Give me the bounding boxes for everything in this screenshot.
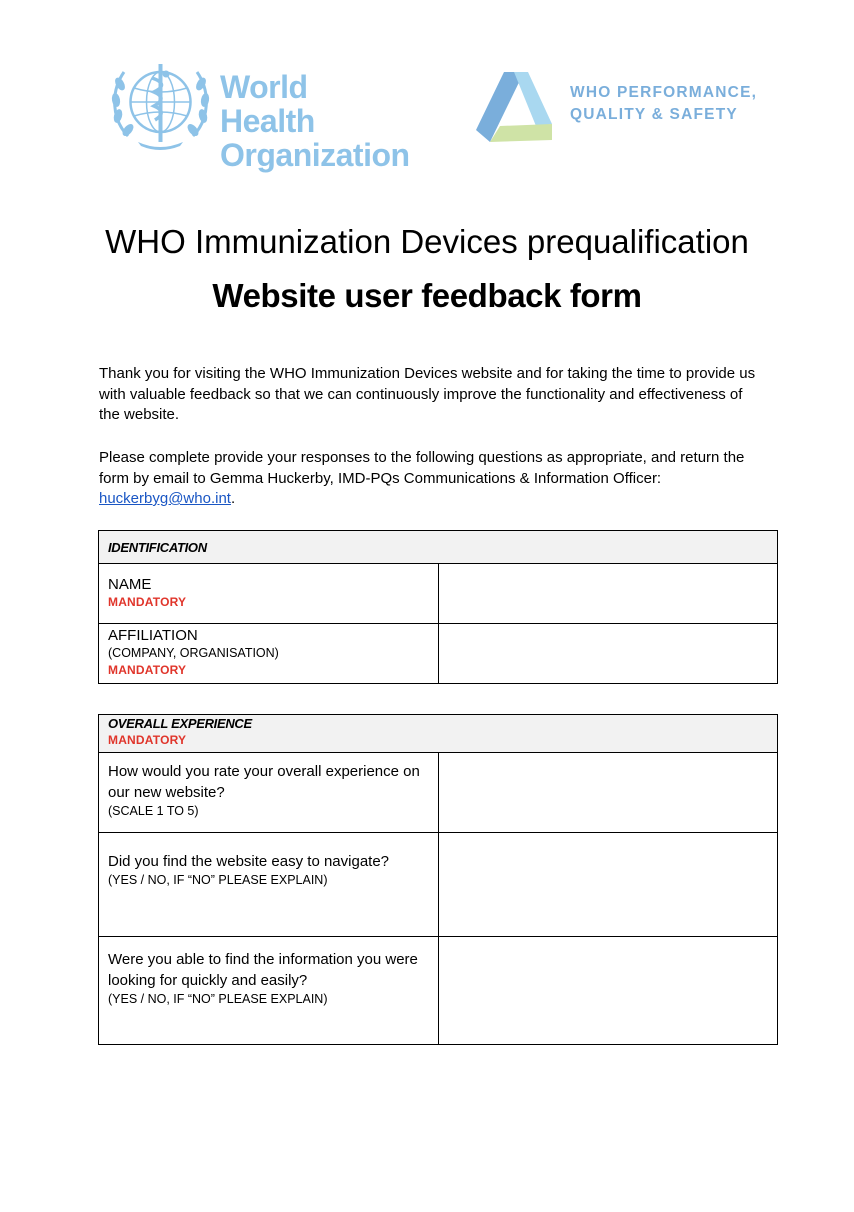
pqs-wordmark	[570, 82, 757, 126]
who-logo	[108, 54, 410, 173]
name-mandatory-tag: MANDATORY	[108, 595, 187, 609]
who-wordmark	[220, 70, 410, 172]
navigation-question-cell	[99, 833, 439, 937]
pqs-triangle-icon	[474, 70, 554, 142]
navigation-answer-cell[interactable]	[438, 833, 778, 937]
overall-heading-text: OVERALL EXPERIENCE	[108, 716, 252, 731]
affiliation-mandatory-tag: MANDATORY	[108, 663, 187, 677]
who-wordmark-line1: World Health	[220, 69, 315, 139]
affiliation-input-cell[interactable]	[438, 624, 778, 684]
identification-table	[98, 530, 778, 684]
form-title: Website user feedback form	[212, 277, 642, 314]
pqs-logo	[474, 70, 774, 145]
findability-question-cell	[99, 937, 439, 1045]
rating-answer-cell[interactable]	[438, 753, 778, 833]
intro-paragraph: Thank you for visiting the WHO Immunization Devices website and for taking the time to provide us with valuable feedback so that we can continuously improve the functionality and effectiveness of the website.	[99, 365, 756, 423]
navigation-question: Did you find the website easy to navigate?	[108, 853, 390, 870]
findability-answer-cell[interactable]	[438, 937, 778, 1045]
overall-experience-table	[98, 714, 778, 1045]
affiliation-label-cell	[99, 624, 439, 684]
findability-hint: (YES / NO, IF “NO” PLEASE EXPLAIN)	[108, 992, 328, 1006]
pqs-wordmark-line1: WHO PERFORMANCE,	[570, 84, 758, 101]
email-link[interactable]: huckerbyg@who.int	[99, 490, 231, 507]
name-label-cell	[99, 564, 439, 624]
identification-heading-text: IDENTIFICATION	[108, 539, 207, 555]
rating-hint: (SCALE 1 TO 5)	[108, 804, 199, 818]
affiliation-hint: (COMPANY, ORGANISATION)	[108, 646, 279, 660]
name-label: NAME	[108, 576, 152, 593]
name-input-cell[interactable]	[438, 564, 778, 624]
findability-question: Were you able to find the information you were looking for quickly and easily?	[108, 951, 418, 989]
who-emblem-icon	[108, 58, 213, 150]
overall-mandatory-tag: MANDATORY	[108, 733, 187, 747]
instructions-paragraph	[99, 448, 759, 510]
navigation-hint: (YES / NO, IF “NO” PLEASE EXPLAIN)	[108, 873, 328, 887]
affiliation-label: AFFILIATION	[108, 627, 198, 644]
rating-question-cell	[99, 753, 439, 833]
document-title: WHO Immunization Devices prequalification	[105, 223, 749, 260]
who-wordmark-line2: Organization	[220, 137, 410, 173]
instructions-end: .	[230, 490, 236, 507]
instructions-text: Please complete provide your responses to the following questions as appropriate, and return the form by email to Gemma Huckerby, IMD-PQs Communications & Information Officer:	[99, 449, 745, 487]
rating-question: How would you rate your overall experience on our new website?	[108, 763, 420, 801]
pqs-wordmark-line2: QUALITY & SAFETY	[570, 106, 738, 123]
identification-heading	[99, 531, 778, 564]
overall-heading	[99, 715, 778, 753]
